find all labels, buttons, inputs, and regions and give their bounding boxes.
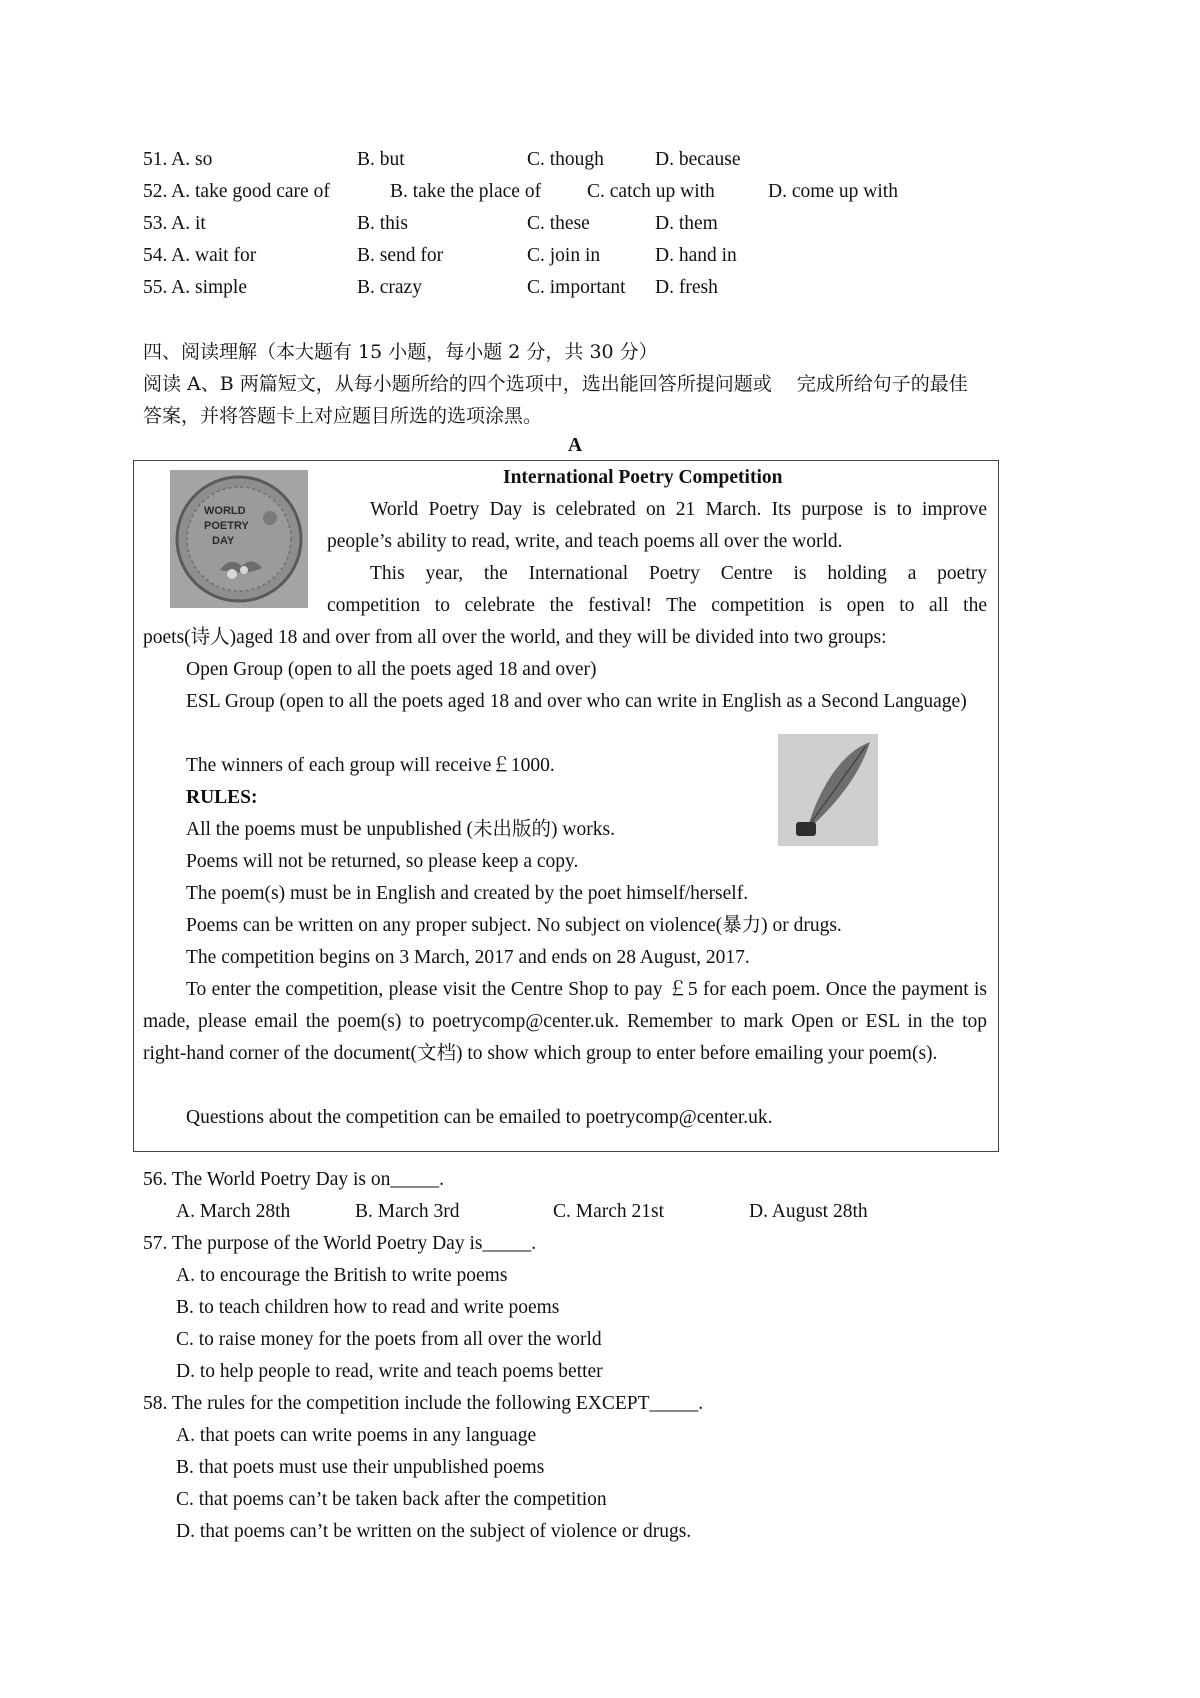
question-57-option-d: D. to help people to read, write and teach poems better: [176, 1361, 603, 1382]
question-56-option-d: D. August 28th: [749, 1201, 868, 1222]
open-group: Open Group (open to all the poets aged 18 and over): [186, 659, 597, 680]
quill-icon: [778, 734, 878, 846]
question-56-option-b: B. March 3rd: [355, 1201, 460, 1222]
passage-title: International Poetry Competition: [503, 467, 783, 488]
option-52-a: 52. A. take good care of: [143, 181, 330, 202]
option-53-d: D. them: [655, 213, 718, 234]
winners-prize: The winners of each group will receive￡1000.: [186, 755, 555, 776]
badge-text-day: DAY: [212, 535, 235, 547]
rule-2: Poems will not be returned, so please keep a copy.: [186, 851, 579, 872]
option-51-c: C. though: [527, 149, 604, 170]
option-51-a: 51. A. so: [143, 149, 213, 170]
enter-instructions: To enter the competition, please visit the Centre Shop to pay ￡5 for each poem. Once the payment is made, please email the poem(s) to poetrycomp@center.uk. Remember to mark Open or ESL in the top right-hand corner of the document(文档) to show which group to enter before emailing your poem(s).: [143, 979, 987, 1064]
question-58-option-c: C. that poems can’t be taken back after the competition: [176, 1489, 607, 1510]
question-57-option-b: B. to teach children how to read and write poems: [176, 1297, 560, 1318]
esl-group: ESL Group (open to all the poets aged 18 and over who can write in English as a Second Language): [186, 691, 967, 712]
quill-image: [778, 734, 878, 846]
paragraph-1-line-1: World Poetry Day is celebrated on 21 March. Its purpose is to improve: [370, 499, 987, 520]
question-56-option-c: C. March 21st: [553, 1201, 665, 1222]
section-instruction-line-2: 答案，并将答题卡上对应题目所选的选项涂黑。: [143, 405, 543, 427]
question-57-option-a: A. to encourage the British to write poems: [176, 1265, 508, 1286]
option-53-c: C. these: [527, 213, 590, 234]
passage-label: A: [568, 435, 583, 456]
section-heading: 四、阅读理解（本大题有 15 小题，每小题 2 分，共 30 分）: [143, 341, 658, 363]
badge-text-world: WORLD: [204, 505, 246, 517]
option-53-b: B. this: [357, 213, 408, 234]
question-58-option-d: D. that poems can’t be written on the subject of violence or drugs.: [176, 1521, 692, 1542]
option-55-d: D. fresh: [655, 277, 718, 298]
question-58-option-b: B. that poets must use their unpublished poems: [176, 1457, 545, 1478]
option-52-c: C. catch up with: [587, 181, 715, 202]
option-55-a: 55. A. simple: [143, 277, 248, 298]
paragraph-2-line-1: This year, the International Poetry Centre is holding a poetry: [370, 563, 987, 584]
question-56-option-a: A. March 28th: [176, 1201, 291, 1222]
paragraph-1-line-2: people’s ability to read, write, and teach poems all over the world.: [327, 531, 843, 552]
question-57-stem: 57. The purpose of the World Poetry Day is_____.: [143, 1233, 537, 1254]
option-52-d: D. come up with: [768, 181, 898, 202]
paragraph-2-line-3: poets(诗人)aged 18 and over from all over the world, and they will be divided into two groups:: [143, 627, 887, 648]
option-54-d: D. hand in: [655, 245, 737, 266]
option-54-c: C. join in: [527, 245, 601, 266]
option-55-b: B. crazy: [357, 277, 422, 298]
rule-4: Poems can be written on any proper subject. No subject on violence(暴力) or drugs.: [186, 915, 842, 936]
rule-1: All the poems must be unpublished (未出版的) works.: [186, 819, 615, 840]
question-58-stem: 58. The rules for the competition include the following EXCEPT_____.: [143, 1393, 704, 1414]
question-56-stem: 56. The World Poetry Day is on_____.: [143, 1169, 445, 1190]
badge-text-poetry: POETRY: [204, 520, 249, 532]
world-poetry-day-badge-image: [170, 470, 308, 608]
contact-line: Questions about the competition can be emailed to poetrycomp@center.uk.: [186, 1107, 773, 1128]
option-53-a: 53. A. it: [143, 213, 206, 234]
option-55-c: C. important: [527, 277, 626, 298]
rule-5: The competition begins on 3 March, 2017 and ends on 28 August, 2017.: [186, 947, 750, 968]
option-54-b: B. send for: [357, 245, 444, 266]
option-51-d: D. because: [655, 149, 741, 170]
option-51-b: B. but: [357, 149, 405, 170]
section-instruction-line-1: 阅读 A、B 两篇短文，从每小题所给的四个选项中，选出能回答所提问题或 完成所给句子的最佳: [143, 373, 968, 395]
question-58-option-a: A. that poets can write poems in any language: [176, 1425, 537, 1446]
option-52-b: B. take the place of: [390, 181, 542, 202]
question-57-option-c: C. to raise money for the poets from all over the world: [176, 1329, 602, 1350]
paragraph-2-line-2: competition to celebrate the festival! The competition is open to all the: [327, 595, 987, 616]
option-54-a: 54. A. wait for: [143, 245, 257, 266]
rule-3: The poem(s) must be in English and created by the poet himself/herself.: [186, 883, 749, 904]
rules-heading: RULES:: [186, 787, 258, 808]
